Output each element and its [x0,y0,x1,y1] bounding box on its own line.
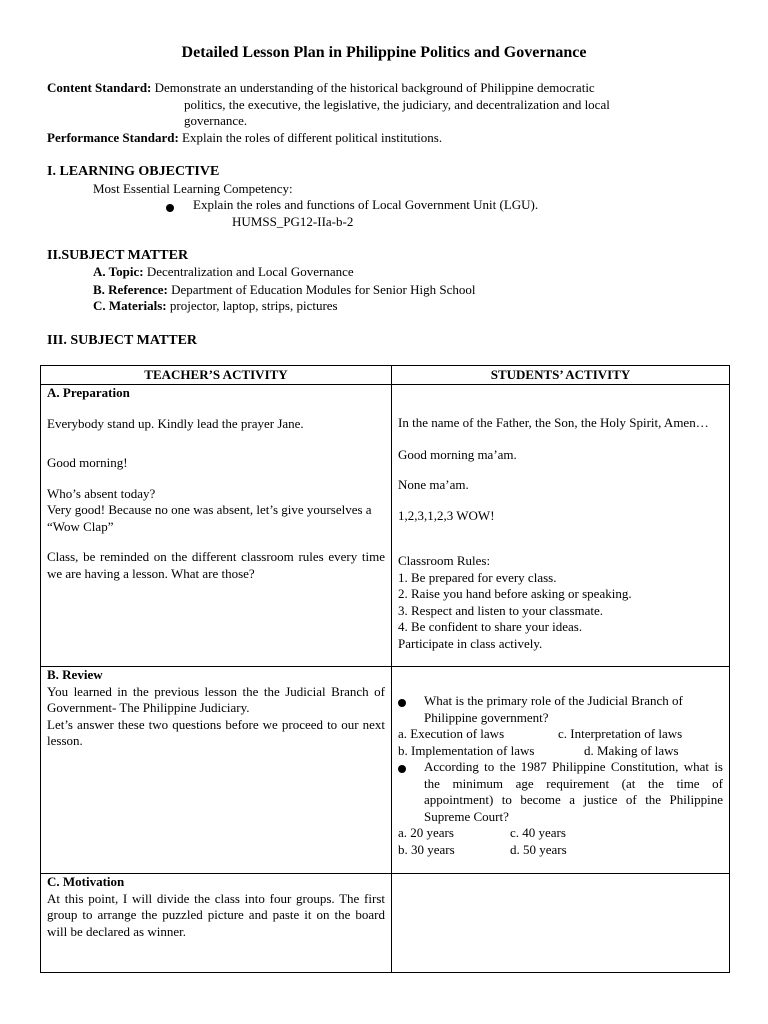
content-standard-line1: Demonstrate an understanding of the historical background of Philippine democratic [154,80,595,95]
topic-label: A. Topic: [93,264,144,279]
subject-matter-heading: II.SUBJECT MATTER [47,248,189,263]
motivation-row [41,874,730,973]
review-teacher-1: You learned in the previous lesson the the Judicial Branch of Government- The Philippine Judiciary. [47,683,385,715]
prep-student-4: 1,2,3,1,2,3 WOW! [398,507,495,523]
objective-text: Explain the roles and functions of Local Government Unit (LGU). [193,197,539,212]
prep-teacher-1: Everybody stand up. Kindly lead the prayer Jane. [47,415,304,431]
document-title: Detailed Lesson Plan in Philippine Politics and Governance [181,44,587,61]
rule-item: 1. Be prepared for every class. [398,569,557,585]
review-q2-option-c: c. 40 years [510,825,566,840]
motivation-teacher-cell [41,874,392,973]
materials-label: C. Materials: [93,298,167,313]
rules-title: Classroom Rules: [398,553,491,568]
review-q2-options-row1 [398,825,723,842]
prep-teacher-2: Good morning! [47,455,128,470]
reference-value: Department of Education Modules for Senior High School [171,282,476,297]
objective-bullet [166,199,174,216]
review-question-2 [398,759,723,825]
materials-value: projector, laptop, strips, pictures [169,298,338,313]
activity-table [40,365,730,973]
motivation-teacher-1: At this point, I will divide the class into four groups. The first group to arrange the puzzled picture and paste it on the board will be declared as winner. [47,890,385,939]
review-question-2-text: According to the 1987 Philippine Constitution, what is the minimum age requirement (at the time of appointment) to become a justice of the Philippine Supreme Court? [424,759,723,824]
review-q2-option-b: b. 30 years [398,841,455,857]
reference-line [93,282,475,299]
objective-heading: I. LEARNING OBJECTIVE [47,164,220,179]
reference-label: B. Reference: [93,282,168,297]
competency-code: HUMSS_PG12-IIa-b-2 [232,214,354,229]
motivation-label: C. Motivation [47,874,125,889]
rule-item: 4. Be confident to share your ideas. [398,619,583,634]
review-q2-options-row2 [398,842,723,859]
review-teacher-cell [41,667,392,874]
review-q1-options-row1 [398,726,723,743]
prep-student-2: Good morning ma’am. [398,446,517,462]
teacher-activity-header: TEACHER’S ACTIVITY [41,366,392,385]
review-question-1-text: What is the primary role of the Judicial Branch of Philippine government? [424,693,683,725]
performance-standard-text: Explain the roles of different political institutions. [182,130,443,145]
preparation-student-cell [392,385,730,667]
review-q2-option-d: d. 50 years [510,841,567,857]
review-q1-option-b: b. Implementation of laws [398,742,535,758]
prep-teacher-3b: Very good! Because no one was absent, let’s give yourselves a “Wow Clap” [47,502,372,534]
review-q1-option-d: d. Making of laws [584,742,679,758]
preparation-label: A. Preparation [47,385,130,400]
content-standard-line3: governance. [184,113,248,128]
preparation-teacher-cell [41,385,392,667]
performance-standard [47,130,737,147]
review-row [41,667,730,874]
bullet-icon [166,204,174,212]
review-label: B. Review [47,667,103,682]
table-header-row [41,366,730,385]
motivation-student-cell [392,874,730,973]
prep-student-3: None ma’am. [398,477,469,492]
rule-item: 3. Respect and listen to your classmate. [398,602,604,618]
review-question-1 [398,693,723,726]
bullet-icon [398,765,406,773]
prep-student-1: In the name of the Father, the Son, the Holy Spirit, Amen… [398,415,709,430]
review-teacher-2: Let’s answer these two questions before we proceed to our next lesson. [47,716,385,748]
review-q1-option-a: a. Execution of laws [398,726,505,741]
prep-teacher-3a: Who’s absent today? [47,485,156,501]
review-student-cell [392,667,730,874]
review-q1-options-row2 [398,743,723,760]
content-standard-label: Content Standard: [47,80,152,95]
rule-item: 2. Raise you hand before asking or speaking. [398,586,632,601]
materials-line [93,298,338,315]
content-standard [47,80,737,130]
content-standard-line2: politics, the executive, the legislative, the judiciary, and decentralization and local [184,96,610,112]
review-q1-option-c: c. Interpretation of laws [558,726,683,741]
melc-label: Most Essential Learning Competency: [93,181,293,196]
rule-item: Participate in class actively. [398,635,543,651]
section3-heading: III. SUBJECT MATTER [47,333,198,348]
bullet-icon [398,699,406,707]
preparation-row [41,385,730,667]
topic-value: Decentralization and Local Governance [146,264,354,279]
topic-line [93,264,354,281]
students-activity-header: STUDENTS’ ACTIVITY [392,366,730,385]
performance-standard-label: Performance Standard: [47,130,179,145]
review-q2-option-a: a. 20 years [398,825,454,840]
prep-teacher-4: Class, be reminded on the different classroom rules every time we are having a lesson. What are those? [47,549,385,581]
